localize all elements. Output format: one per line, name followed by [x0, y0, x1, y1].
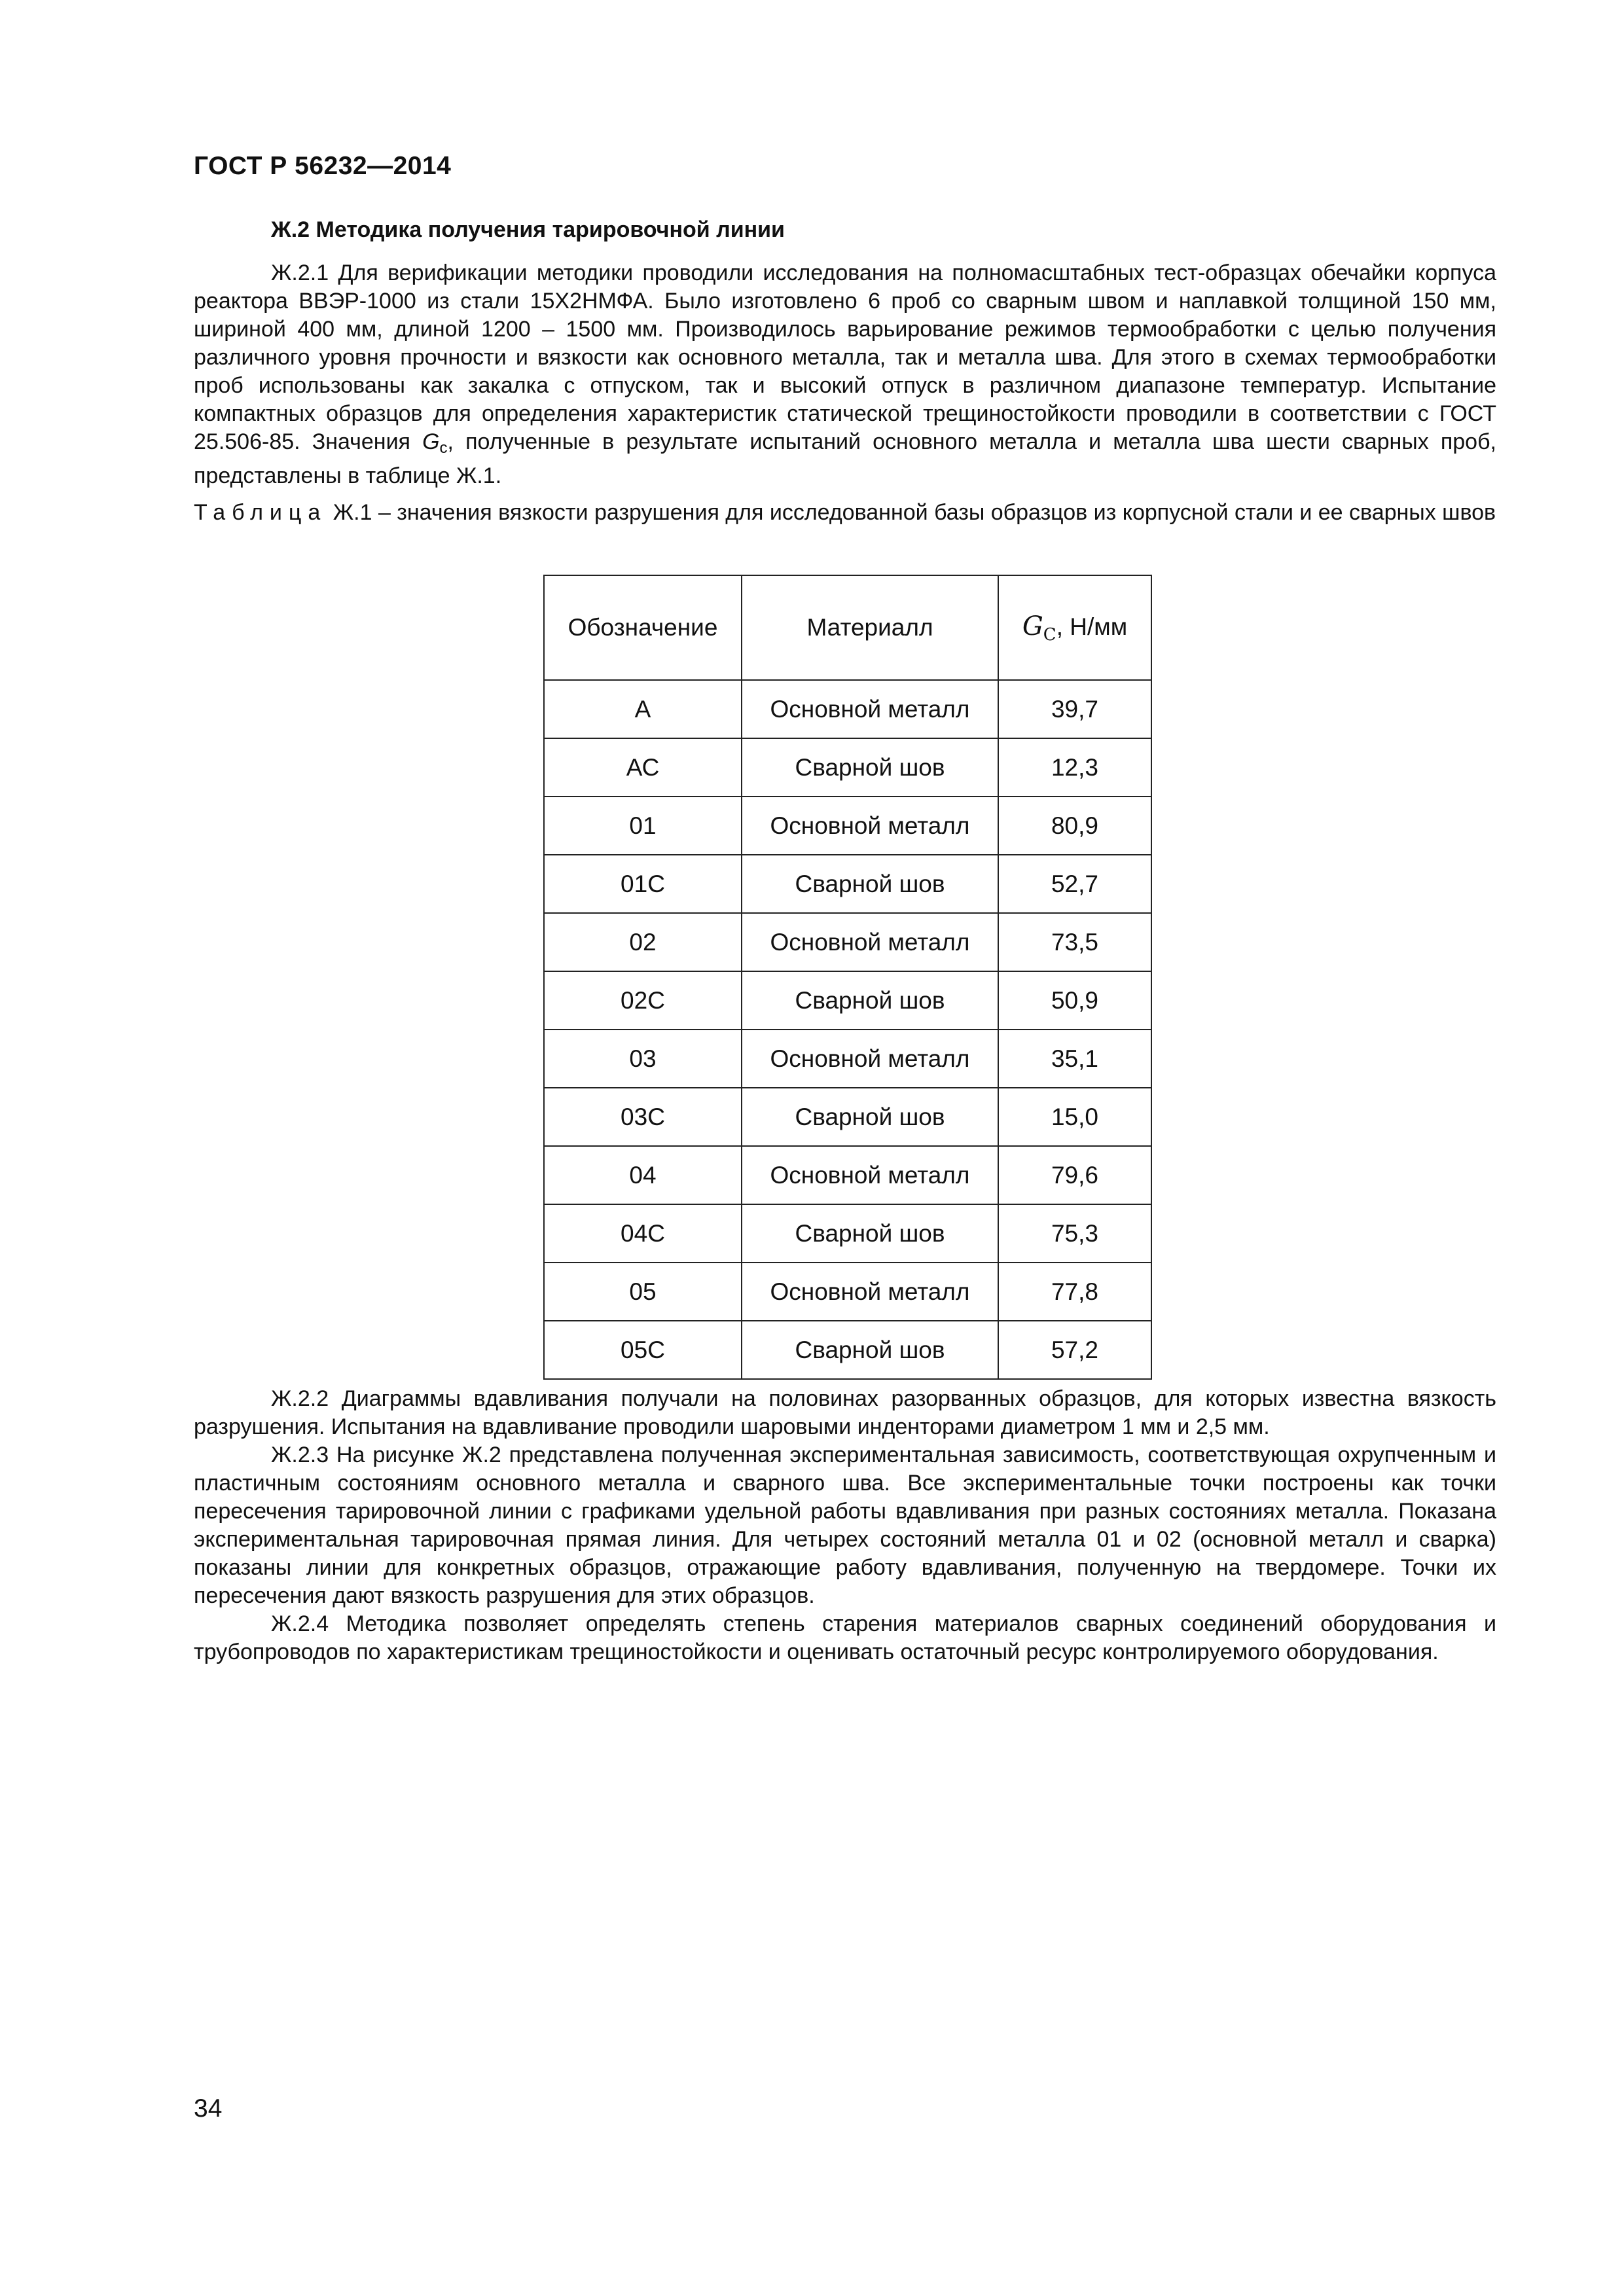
- table-row: [544, 1321, 1151, 1379]
- gc-symbol-inline: G: [422, 429, 440, 454]
- table-row: [544, 1146, 1151, 1204]
- cell-designation: 05: [544, 1263, 742, 1321]
- cell-gc-value: 80,9: [998, 797, 1151, 855]
- cell-gc-value: 35,1: [998, 1030, 1151, 1088]
- header-designation: Обозначение: [544, 575, 742, 680]
- paragraph-zh-2-4: [194, 1610, 1496, 1666]
- document-header: ГОСТ Р 56232—2014: [194, 152, 452, 180]
- paragraph-zh-2-4-text: Ж.2.4 Методика позволяет определять степень старения материалов сварных соединений оборудования и трубопроводов по характеристикам трещиностойкости и оценивать остаточный ресурс контролируемого оборудования.: [194, 1611, 1496, 1664]
- table-row: [544, 1204, 1151, 1263]
- cell-gc-value: 39,7: [998, 680, 1151, 738]
- cell-designation: 02: [544, 913, 742, 971]
- cell-gc-value: 12,3: [998, 738, 1151, 797]
- cell-designation: 05С: [544, 1321, 742, 1379]
- table-caption-label: Таблица: [194, 500, 327, 525]
- table-row: [544, 855, 1151, 913]
- cell-material: Сварной шов: [742, 738, 998, 797]
- cell-designation: АС: [544, 738, 742, 797]
- cell-designation: 03: [544, 1030, 742, 1088]
- table-row: [544, 1030, 1151, 1088]
- paragraph-text-b: , полученные в результате испытаний основного металла и металла шва шести сварных проб, представлены в таблице Ж.1.: [194, 429, 1496, 488]
- cell-material: Сварной шов: [742, 1321, 998, 1379]
- cell-material: Основной металл: [742, 797, 998, 855]
- cell-gc-value: 75,3: [998, 1204, 1151, 1263]
- page-number: 34: [194, 2094, 223, 2123]
- table-row: [544, 913, 1151, 971]
- paragraph-zh-2-1: [194, 259, 1496, 490]
- cell-material: Основной металл: [742, 913, 998, 971]
- table-row: [544, 1088, 1151, 1146]
- paragraph-zh-2-2: [194, 1385, 1496, 1441]
- paragraphs-zh-2-2-to-2-4: [194, 1385, 1496, 1666]
- section-title: Ж.2 Методика получения тарировочной линии: [271, 217, 785, 242]
- cell-material: Сварной шов: [742, 855, 998, 913]
- table-body: [544, 680, 1151, 1379]
- table-caption-text: Ж.1 – значения вязкости разрушения для исследованной базы образцов из корпусной стали и ее сварных швов: [327, 500, 1496, 525]
- cell-material: Основной металл: [742, 1030, 998, 1088]
- header-material: Материалл: [742, 575, 998, 680]
- cell-gc-value: 73,5: [998, 913, 1151, 971]
- cell-designation: 03С: [544, 1088, 742, 1146]
- cell-material: Сварной шов: [742, 1088, 998, 1146]
- cell-gc-value: 57,2: [998, 1321, 1151, 1379]
- cell-gc-value: 79,6: [998, 1146, 1151, 1204]
- cell-gc-value: 77,8: [998, 1263, 1151, 1321]
- cell-designation: А: [544, 680, 742, 738]
- cell-designation: 01С: [544, 855, 742, 913]
- cell-designation: 02С: [544, 971, 742, 1030]
- cell-material: Сварной шов: [742, 1204, 998, 1263]
- gc-symbol: G: [1022, 611, 1043, 641]
- fracture-toughness-table: [543, 575, 1152, 1380]
- table-row: [544, 738, 1151, 797]
- fracture-toughness-table-wrapper: [543, 575, 1152, 1380]
- table-row: [544, 1263, 1151, 1321]
- cell-designation: 04: [544, 1146, 742, 1204]
- table-header-row: [544, 575, 1151, 680]
- table-row: [544, 797, 1151, 855]
- gc-subscript: C: [1043, 624, 1056, 645]
- table-caption: [194, 499, 1496, 527]
- cell-designation: 04С: [544, 1204, 742, 1263]
- cell-material: Основной металл: [742, 1146, 998, 1204]
- cell-gc-value: 50,9: [998, 971, 1151, 1030]
- table-row: [544, 971, 1151, 1030]
- cell-material: Основной металл: [742, 1263, 998, 1321]
- paragraph-zh-2-3-text: Ж.2.3 На рисунке Ж.2 представлена полученная экспериментальная зависимость, соответствующая охрупченным и пластичным состояниям основного металла и сварного шва. Все экспериментальные точки построены как точки пересечения тарировочной линии с графиками удельной работы вдавливания при разных состояниях металла. Показана экспериментальная тарировочная прямая линия. Для четырех состояний металла 01 и 02 (основной металл и сварка) показаны линии для конкретных образцов, отражающие работу вдавливания, полученную на твердомере. Точки их пересечения дают вязкость разрушения для этих образцов.: [194, 1443, 1496, 1608]
- cell-designation: 01: [544, 797, 742, 855]
- gc-subscript-inline: c: [439, 439, 448, 457]
- cell-material: Сварной шов: [742, 971, 998, 1030]
- paragraph-zh-2-3: [194, 1441, 1496, 1610]
- cell-material: Основной металл: [742, 680, 998, 738]
- header-gc: [998, 575, 1151, 680]
- gc-unit: , Н/мм: [1056, 613, 1128, 640]
- paragraph-text-a: Ж.2.1 Для верификации методики проводили исследования на полномасштабных тест-образцах обечайки корпуса реактора ВВЭР-1000 из стали 15Х2НМФА. Было изготовлено 6 проб со сварным швом и наплавкой толщиной 150 мм, шириной 400 мм, длиной 1200 – 1500 мм. Производилось варьирование режимов термообработки с целью получения различного уровня прочности и вязкости как основного металла, так и металла шва. Для этого в схемах термообработки проб использованы как закалка с отпуском, так и высокий отпуск в различном диапазоне температур. Испытание компактных образцов для определения характеристик статической трещиностойкости проводили в соответствии с ГОСТ 25.506-85. Значения: [194, 260, 1496, 454]
- cell-gc-value: 15,0: [998, 1088, 1151, 1146]
- paragraph-zh-2-2-text: Ж.2.2 Диаграммы вдавливания получали на половинах разорванных образцов, для которых известна вязкость разрушения. Испытания на вдавливание проводили шаровыми инденторами диаметром 1 мм и 2,5 мм.: [194, 1386, 1496, 1439]
- cell-gc-value: 52,7: [998, 855, 1151, 913]
- table-row: [544, 680, 1151, 738]
